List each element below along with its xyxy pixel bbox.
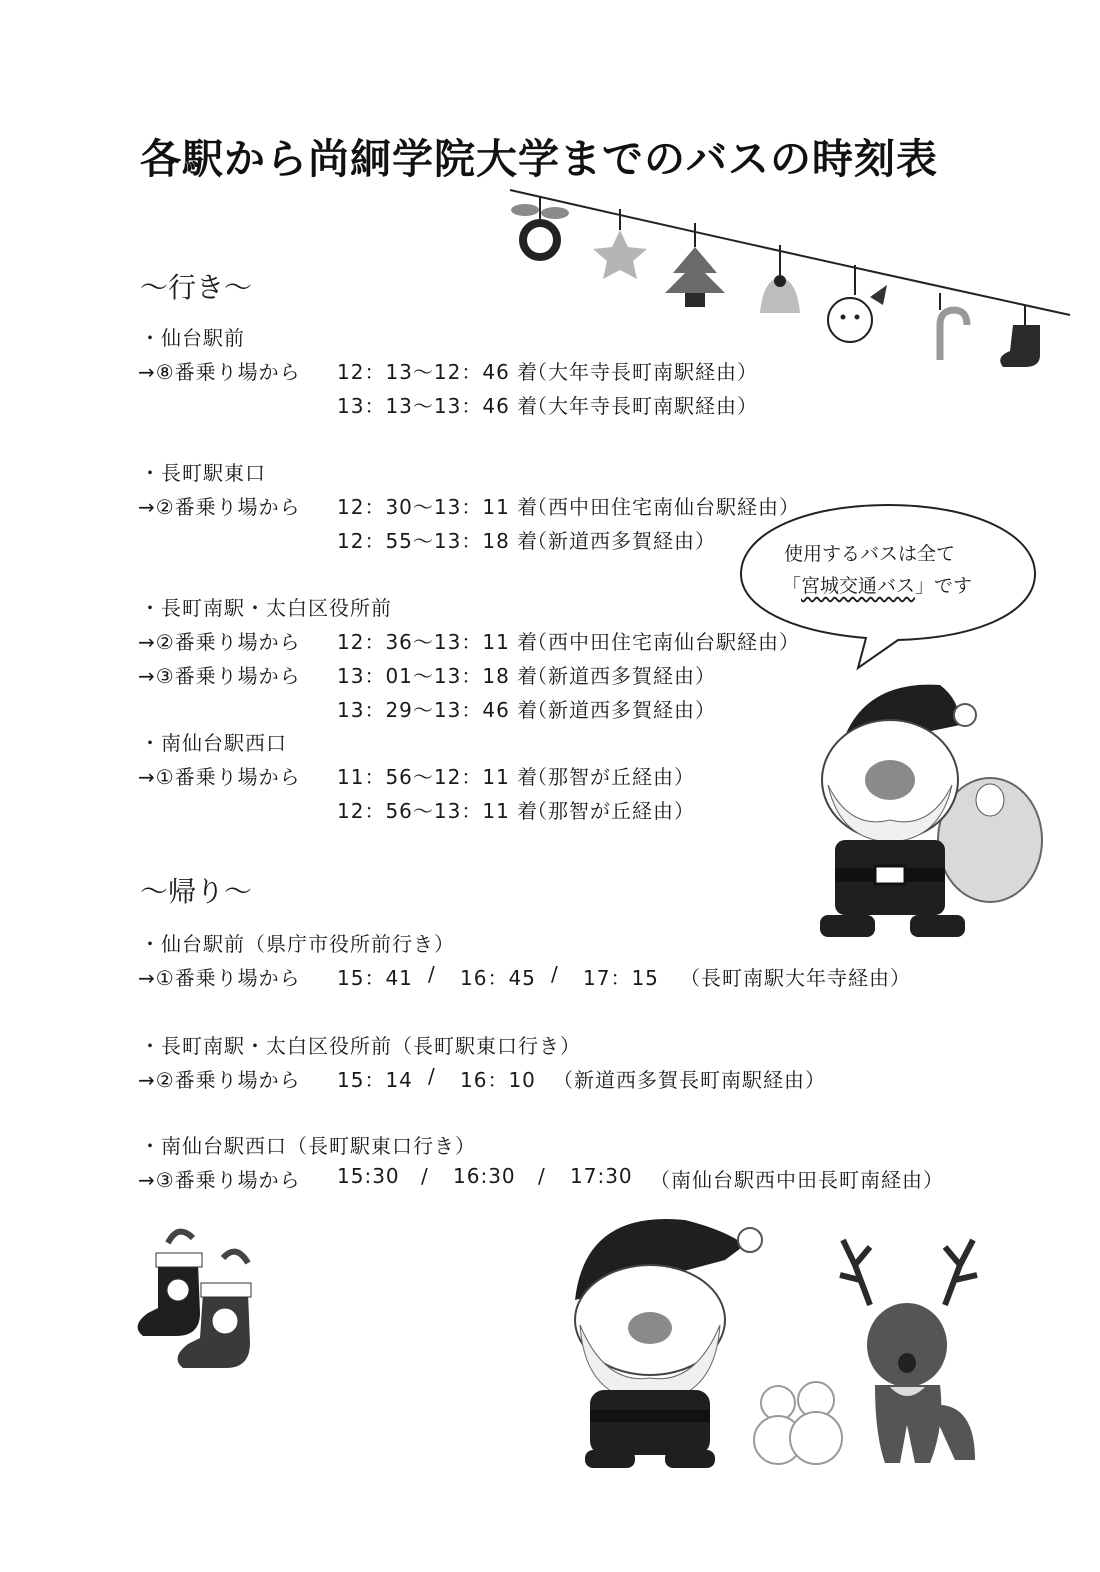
outbound-time: 12：55～13：18 着	[337, 529, 539, 553]
time-separator: /	[551, 962, 559, 986]
bubble-open-bracket: 「	[782, 575, 802, 597]
outbound-time: 13：01～13：18 着	[337, 664, 539, 688]
outbound-station-nagamachi-east: ・長町駅東口	[140, 461, 266, 485]
outbound-via: （那智が丘経由）	[527, 799, 695, 823]
return-time: 16：10	[460, 1068, 536, 1092]
outbound-via: （新道西多賀経由）	[527, 529, 716, 553]
bubble-line-1: 使用するバスは全て	[784, 543, 956, 565]
outbound-via: （西中田住宅南仙台駅経由）	[527, 630, 800, 654]
outbound-stop: →②番乗り場から	[138, 630, 301, 654]
outbound-via: （大年寺長町南駅経由）	[527, 360, 758, 384]
return-stop: →②番乗り場から	[138, 1068, 301, 1092]
return-stop: →①番乗り場から	[138, 966, 301, 990]
time-separator: /	[428, 962, 436, 986]
bubble-line-2	[782, 570, 972, 602]
return-stop: →③番乗り場から	[138, 1168, 301, 1192]
return-time: 15：41	[337, 966, 413, 990]
outbound-via: （新道西多賀経由）	[527, 698, 716, 722]
outbound-time: 11：56～12：11 着	[337, 765, 539, 789]
return-via: （長町南駅大年寺経由）	[680, 966, 911, 990]
outbound-time: 12：13～12：46 着	[337, 360, 539, 384]
bus-company-name: 宮城交通バス	[801, 575, 916, 597]
garland-decoration	[495, 185, 1085, 375]
time-separator: /	[538, 1164, 546, 1188]
wreath-ornament-icon	[511, 196, 569, 257]
outbound-time: 12：30～13：11 着	[337, 495, 539, 519]
outbound-stop: →①番乗り場から	[138, 765, 301, 789]
outbound-time: 12：36～13：11 着	[337, 630, 539, 654]
outbound-time: 13：29～13：46 着	[337, 698, 539, 722]
snowmen-illustration	[748, 1378, 848, 1468]
outbound-via: （大年寺長町南駅経由）	[527, 394, 758, 418]
outbound-stop: →⑧番乗り場から	[138, 360, 301, 384]
santa-illustration	[565, 1210, 765, 1470]
return-time: 17:30	[570, 1164, 633, 1188]
time-separator: /	[428, 1064, 436, 1088]
outbound-time: 12：56～13：11 着	[337, 799, 539, 823]
page-title: 各駅から尚絅学院大学までのバスの時刻表	[140, 135, 938, 183]
stockings-illustration	[128, 1218, 278, 1378]
santa-with-sack-illustration	[790, 670, 1050, 945]
return-via: （新道西多賀長町南駅経由）	[553, 1068, 826, 1092]
return-time: 16:30	[453, 1164, 516, 1188]
outbound-via: （新道西多賀経由）	[527, 664, 716, 688]
stocking-ornament-icon	[1000, 305, 1040, 367]
outbound-time: 13：13～13：46 着	[337, 394, 539, 418]
outbound-station-sendai: ・仙台駅前	[140, 326, 245, 350]
snowman-ornament-icon	[828, 265, 887, 342]
outbound-via: （那智が丘経由）	[527, 765, 695, 789]
outbound-stop: →②番乗り場から	[138, 495, 301, 519]
bubble-close-text: 」です	[915, 575, 973, 597]
bell-ornament-icon	[760, 245, 800, 313]
return-time: 16：45	[460, 966, 536, 990]
outbound-station-minami-sendai-west: ・南仙台駅西口	[140, 731, 287, 755]
outbound-via: （西中田住宅南仙台駅経由）	[527, 495, 800, 519]
outbound-heading: ～行き～	[140, 271, 253, 304]
outbound-stop: →③番乗り場から	[138, 664, 301, 688]
return-via: （南仙台駅西中田長町南経由）	[650, 1168, 944, 1192]
return-time: 17：15	[583, 966, 659, 990]
time-separator: /	[421, 1164, 429, 1188]
return-station-minami-sendai-west: ・南仙台駅西口（長町駅東口行き）	[140, 1134, 476, 1158]
return-heading: ～帰り～	[140, 875, 253, 908]
return-time: 15：14	[337, 1068, 413, 1092]
return-time: 15:30	[337, 1164, 400, 1188]
outbound-station-nagamachi-minami: ・長町南駅・太白区役所前	[140, 596, 392, 620]
reindeer-illustration	[835, 1235, 985, 1470]
return-station-nagamachi-minami: ・長町南駅・太白区役所前（長町駅東口行き）	[140, 1034, 581, 1058]
candy-cane-ornament-icon	[940, 293, 967, 360]
return-station-sendai: ・仙台駅前（県庁市役所前行き）	[140, 932, 455, 956]
